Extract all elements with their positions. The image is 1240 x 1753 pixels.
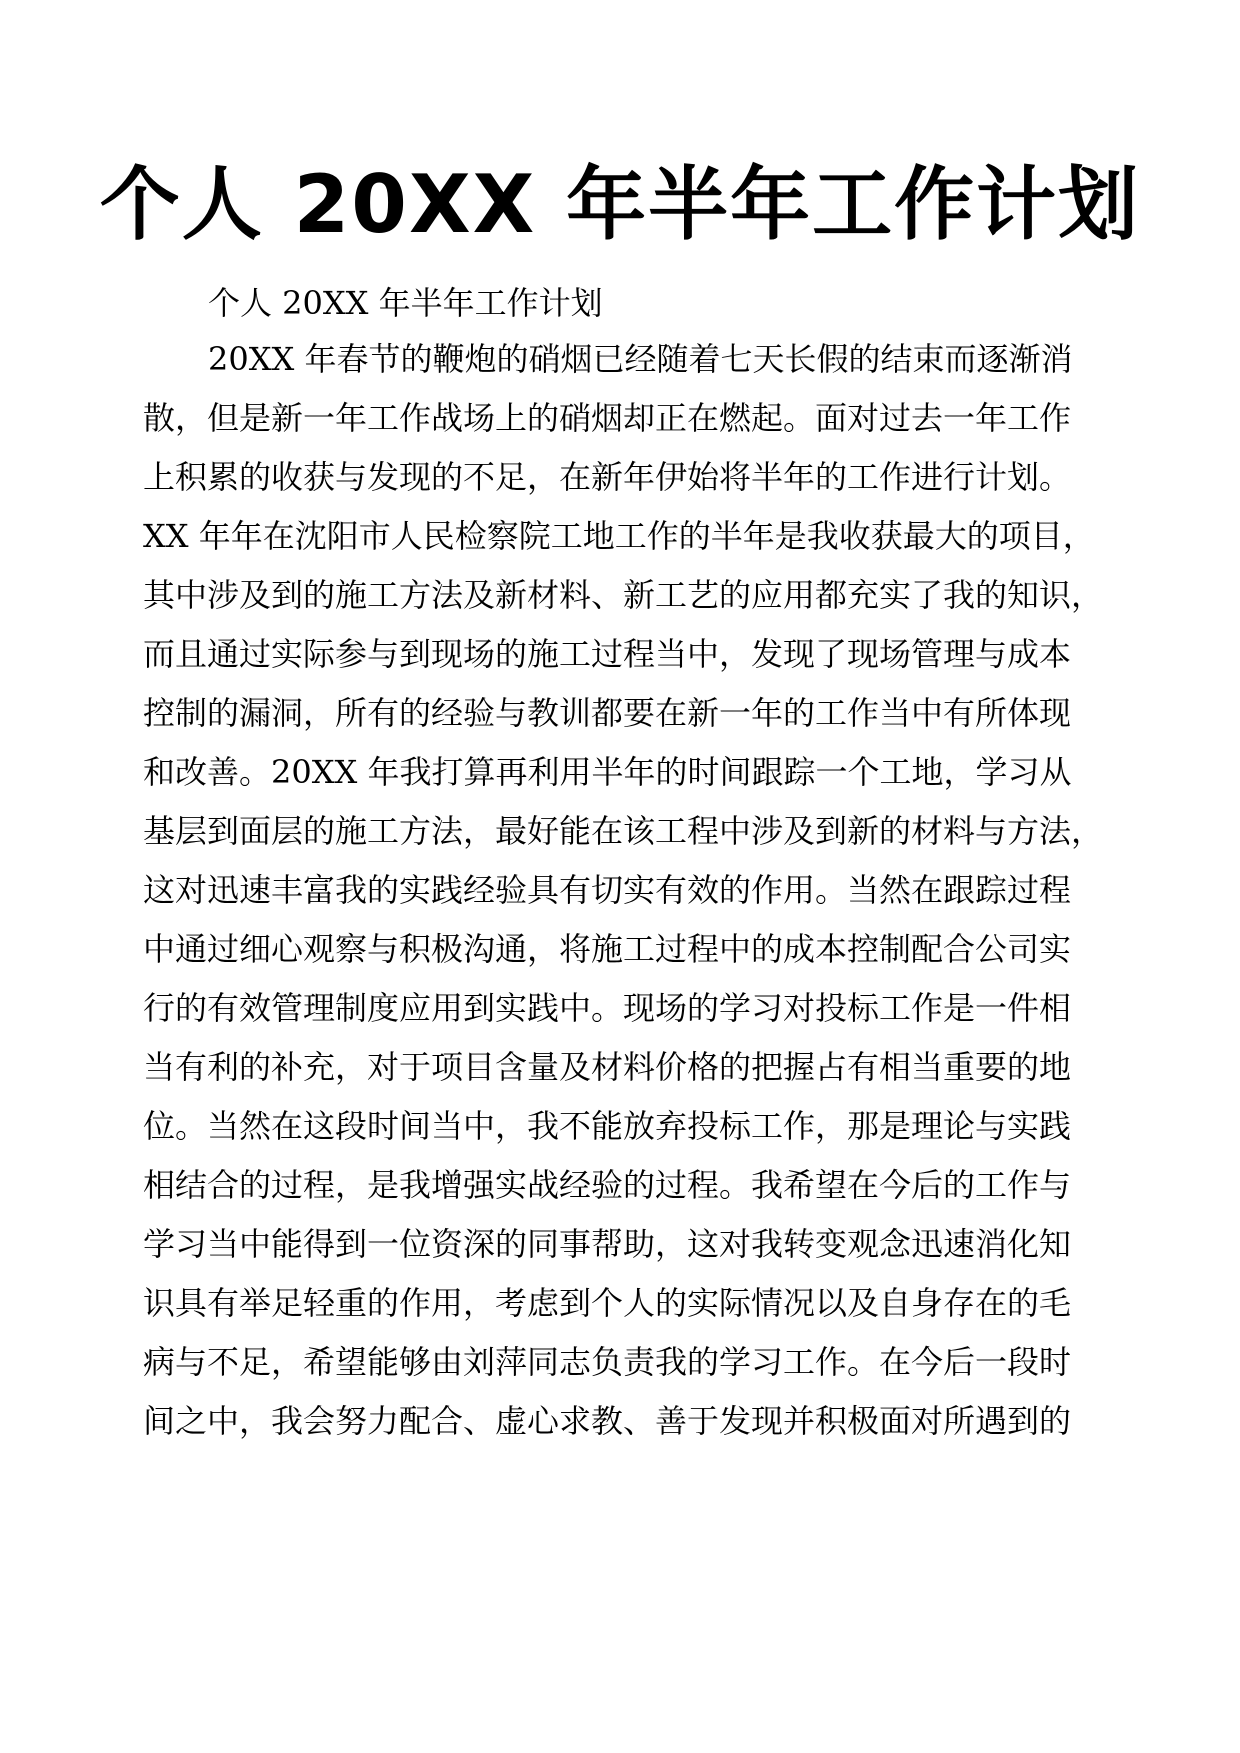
body-line: 而且通过实际参与到现场的施工过程当中，发现了现场管理与成本 — [143, 635, 1072, 673]
body-line: 控制的漏洞，所有的经验与教训都要在新一年的工作当中有所体现 — [143, 694, 1072, 732]
body-line: 病与不足，希望能够由刘萍同志负责我的学习工作。在今后一段时 — [143, 1343, 1072, 1381]
body-line: 当有利的补充，对于项目含量及材料价格的把握占有相当重要的地 — [143, 1048, 1072, 1086]
body-line: 间之中，我会努力配合、虚心求教、善于发现并积极面对所遇到的 — [143, 1402, 1072, 1440]
body-line: 相结合的过程，是我增强实战经验的过程。我希望在今后的工作与 — [143, 1166, 1072, 1204]
body-line: 行的有效管理制度应用到实践中。现场的学习对投标工作是一件相 — [143, 989, 1072, 1027]
body-line: 这对迅速丰富我的实践经验具有切实有效的作用。当然在跟踪过程 — [143, 871, 1072, 909]
body-line: 基层到面层的施工方法，最好能在该工程中涉及到新的材料与方法， — [143, 812, 1104, 850]
body-line: XX 年年在沈阳市人民检察院工地工作的半年是我收获最大的项目， — [143, 517, 1095, 555]
body-line: 中通过细心观察与积极沟通，将施工过程中的成本控制配合公司实 — [143, 930, 1072, 968]
body-line: 学习当中能得到一位资深的同事帮助，这对我转变观念迅速消化知 — [143, 1225, 1072, 1263]
body-line: 位。当然在这段时间当中，我不能放弃投标工作，那是理论与实践 — [143, 1107, 1072, 1145]
subtitle-line: 个人 20XX 年半年工作计划 — [208, 284, 603, 322]
body-line: 20XX 年春节的鞭炮的硝烟已经随着七天长假的结束而逐渐消 — [208, 340, 1073, 378]
body-line: 识具有举足轻重的作用，考虑到个人的实际情况以及自身存在的毛 — [143, 1284, 1072, 1322]
body-line: 其中涉及到的施工方法及新材料、新工艺的应用都充实了我的知识， — [143, 576, 1104, 614]
document-title: 个人 20XX 年半年工作计划 — [99, 158, 1141, 251]
body-line: 上积累的收获与发现的不足，在新年伊始将半年的工作进行计划。 — [143, 458, 1072, 496]
body-line: 和改善。20XX 年我打算再利用半年的时间跟踪一个工地，学习从 — [143, 753, 1072, 791]
body-line: 散，但是新一年工作战场上的硝烟却正在燃起。面对过去一年工作 — [143, 399, 1072, 437]
